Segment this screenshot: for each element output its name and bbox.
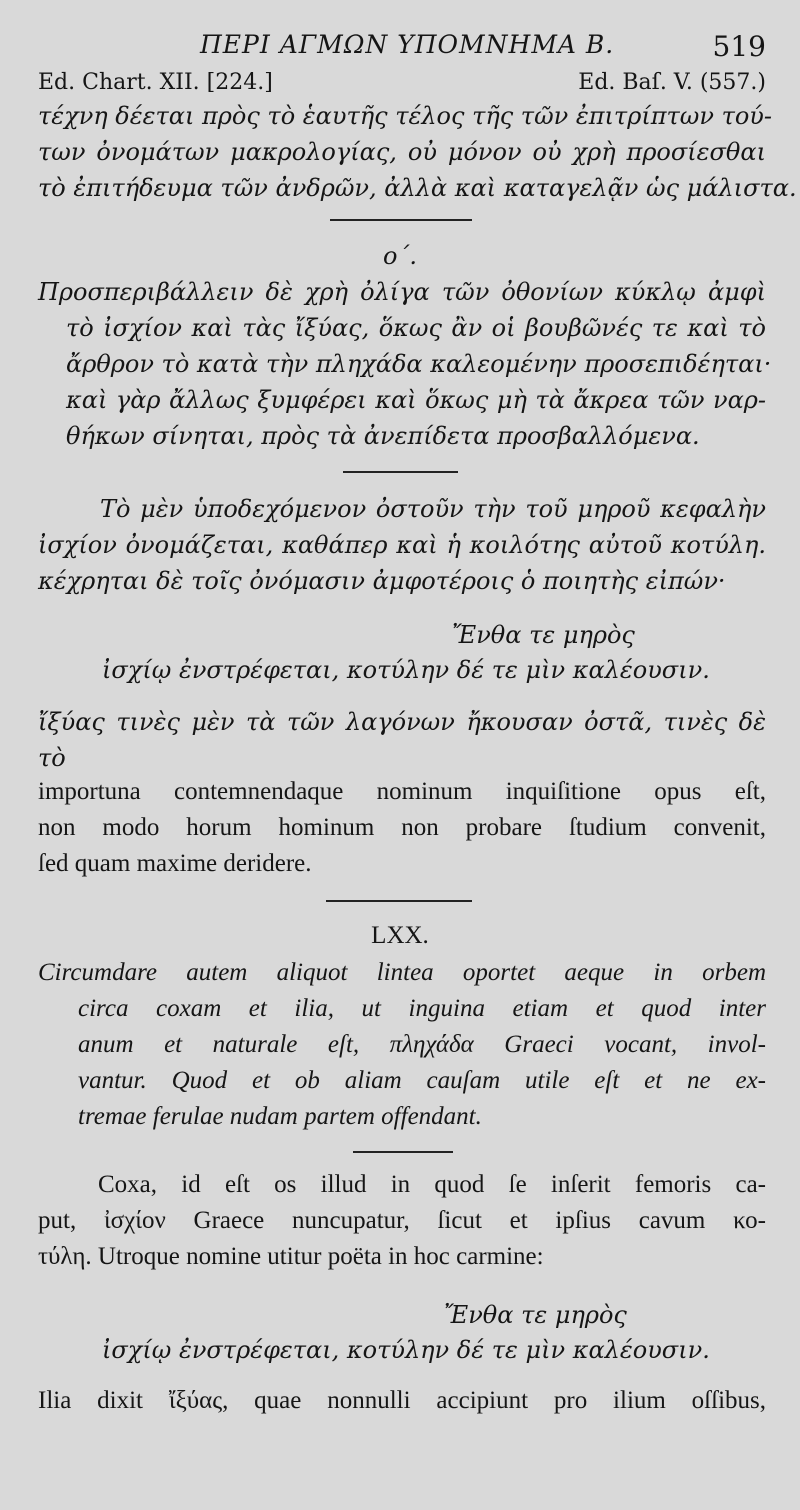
text-line: Circumdare autem aliquot lintea oportet aeque in orbem xyxy=(38,959,766,986)
latin-commentary xyxy=(38,1167,766,1275)
text-line: put, ἰσχίον Graece nuncupatur, ſicut et ipſius cavum κο- xyxy=(38,1207,766,1234)
text-line: ἄρθρον τὸ κατὰ τὴν πληχάδα καλεομένην προσεπιδέηται· xyxy=(66,350,772,378)
text-line: anum et naturale eſt, πληχάδα Graeci vocant, invol- xyxy=(78,1031,766,1058)
latin-section-number: LXX. xyxy=(371,922,429,949)
text-line: circa coxam et ilia, ut inguina etiam et quod inter xyxy=(78,995,766,1022)
edition-reference-right: Ed. Baſ. V. (557.) xyxy=(578,70,766,95)
greek-commentary xyxy=(38,491,766,599)
running-title: ΠΕΡΙ ΑΓΜΩΝ ΥΠΟΜΝΗΜΑ Β. xyxy=(200,30,615,59)
text-line: τὸ ἐπιτήδευμα τῶν ἀνδρῶν, ἀλλὰ καὶ καταγελᾷν ὡς μάλιστα. xyxy=(38,174,797,202)
edition-reference-left: Ed. Chart. XII. [224.] xyxy=(38,70,273,95)
page-number: 519 xyxy=(712,30,766,63)
greek-section-number: ο΄. xyxy=(382,242,418,270)
latin-section-text xyxy=(38,955,766,1135)
greek-section-text xyxy=(38,274,772,454)
latin-verse-line-1: Ἔνθα τε μηρὸς xyxy=(444,1301,627,1329)
text-line: κέχρηται δὲ τοῖς ὀνόμασιν ἀμφοτέροις ὁ ποιητὴς εἰπών· xyxy=(38,567,726,595)
text-line: vantur. Quod et ob aliam cauſam utile eſt et ne ex- xyxy=(78,1067,766,1094)
greek-verse-line-2: ἰσχίῳ ἐνστρέφεται, κοτύλην δέ τε μὶν καλέουσιν. xyxy=(102,656,710,684)
text-line: θήκων σίνηται, πρὸς τὰ ἀνεπίδετα προσβαλλόμενα. xyxy=(66,422,700,450)
greek-opening-paragraph xyxy=(38,98,797,206)
text-line: τέχνη δέεται πρὸς τὸ ἑαυτῆς τέλος τῆς τῶν ἐπιτρίπτων τού- xyxy=(38,102,772,130)
text-line: Coxa, id eſt os illud in quod ſe inſerit femoris ca- xyxy=(98,1171,766,1198)
section-divider xyxy=(330,219,472,221)
latin-opening-paragraph xyxy=(38,774,766,882)
section-divider xyxy=(326,900,472,902)
text-line: των ὀνομάτων μακρολογίας, οὐ μόνον οὐ χρὴ προσίεσθαι xyxy=(38,138,766,166)
text-line: ſed quam maxime deridere. xyxy=(38,850,312,877)
commentary-divider xyxy=(343,471,458,473)
text-line: importuna contemnendaque nominum inquiſitione opus eſt, xyxy=(38,778,766,805)
greek-closing-line: ἴξύας τινὲς μὲν τὰ τῶν λαγόνων ἤκουσαν ὀστᾶ, τινὲς δὲ τὸ xyxy=(38,708,766,772)
latin-verse-line-2: ἰσχίῳ ἐνστρέφεται, κοτύλην δέ τε μὶν καλέουσιν. xyxy=(102,1336,710,1364)
latin-closing-line: Ilia dixit ἴξύας, quae nonnulli accipiunt pro ilium oſſibus, xyxy=(38,1387,766,1414)
commentary-divider xyxy=(353,1151,453,1153)
text-line: ἰσχίον ὀνομάζεται, καθάπερ καὶ ἡ κοιλότης αὐτοῦ κοτύλη. xyxy=(38,531,766,559)
text-line: Τὸ μὲν ὑποδεχόμενον ὀστοῦν τὴν τοῦ μηροῦ κεφαλὴν xyxy=(100,495,766,523)
text-line: τύλη. Utroque nomine utitur poëta in hoc carmine: xyxy=(38,1243,544,1270)
text-line: Προσπεριβάλλειν δὲ χρὴ ὀλίγα τῶν ὀθονίων κύκλῳ ἀμφὶ xyxy=(38,278,766,306)
text-line: non modo horum hominum non probare ſtudium convenit, xyxy=(38,814,766,841)
text-line: τὸ ἰσχίον καὶ τὰς ἴξύας, ὅκως ἂν οἱ βουβῶνές τε καὶ τὸ xyxy=(66,314,766,342)
text-line: καὶ γὰρ ἄλλως ξυμφέρει καὶ ὅκως μὴ τὰ ἄκρεα τῶν ναρ- xyxy=(66,386,766,414)
text-line: tremae ferulae nudam partem offendant. xyxy=(78,1103,482,1130)
greek-verse-line-1: Ἔνθα τε μηρὸς xyxy=(452,621,635,649)
